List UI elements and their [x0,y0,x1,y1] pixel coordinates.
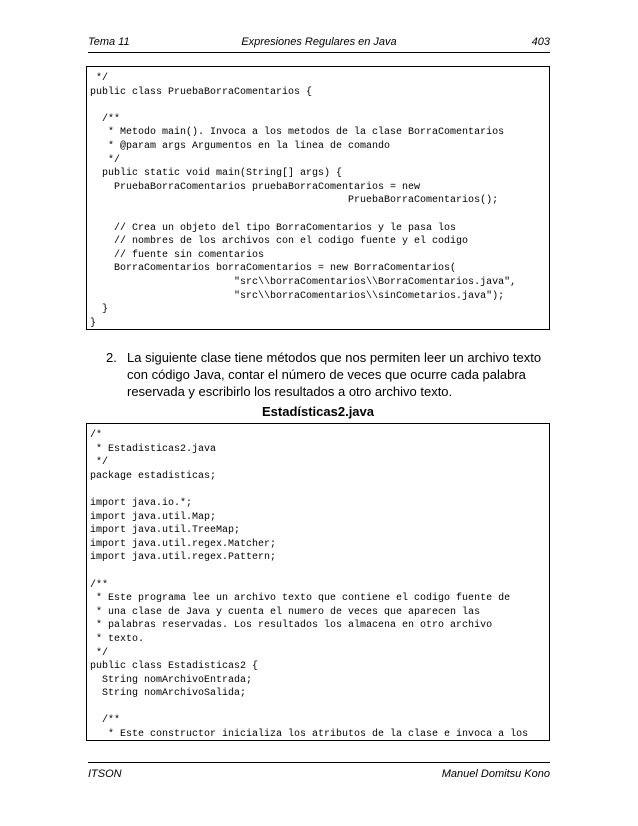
code-line: * Este constructor inicializa los atributos de la clase e invoca a los [90,729,529,741]
code-line: // fuente sin comentarios [90,249,265,261]
code-line: public class PruebaBorraComentarios { [90,86,313,98]
code-line: String nomArchivoEntrada; [90,674,253,686]
header-page-number: 403 [531,36,550,48]
code-line: /* [90,430,103,441]
code-line [90,701,549,715]
page-header [88,36,550,50]
code-line: */ [90,647,109,659]
code-line: } [90,317,97,329]
code-line: import java.util.Map; [90,511,217,523]
code-line: String nomArchivoSalida; [90,688,247,700]
code-line: /** [90,113,121,125]
code-line: "src\\borraComentarios\\sinCometarios.java"); [90,290,505,302]
header-divider [88,52,550,53]
footer-divider [88,762,550,763]
code-line: * @param args Argumentos en la linea de comando [90,140,391,152]
header-chapter: Tema 11 [88,36,130,48]
code-line: public static void main(String[] args) { [90,168,343,180]
code-line [90,483,549,497]
code-line: public class Estadisticas2 { [90,661,259,673]
code-listing [87,424,549,742]
code-line: import java.util.TreeMap; [90,525,241,537]
code-line: package estadisticas; [90,470,217,482]
code-line: /** [90,715,121,727]
code-line: * palabras reservadas. Los resultados los almacena en otro archivo [90,620,493,632]
code-block-estadisticas2 [86,423,550,741]
list-item-text: La siguiente clase tiene métodos que nos permiten leer un archivo texto con código Java, contar el número de veces que ocurre cada palabra reservada y escribirlo los resultados a otro archivo texto. [127,350,542,399]
code-line: BorraComentarios borraComentarios = new BorraComentarios( [90,263,457,275]
header-title: Expresiones Regulares en Java [241,36,397,48]
code-line: * una clase de Java y cuenta el numero de veces que aparecen las [90,606,481,618]
code-line: PruebaBorraComentarios(); [90,195,499,207]
code-line [90,565,549,579]
code-line: * Estadisticas2.java [90,443,217,455]
code-line: import java.io.*; [90,497,193,509]
code-line: "src\\borraComentarios\\BorraComentarios.java", [90,276,517,288]
code-line [90,208,549,222]
footer-institution: ITSON [88,768,122,780]
code-line: * texto. [90,633,145,645]
code-block-prueba-borra-comentarios [86,66,550,330]
code-line: */ [90,457,109,469]
code-line: PruebaBorraComentarios pruebaBorraComentarios = new [90,181,421,193]
code-line [90,99,549,113]
code-line: /** [90,579,109,591]
list-item-number: 2. [106,350,117,365]
code-line: // nombres de los archivos con el codigo fuente y el codigo [90,236,469,248]
code-line: import java.util.regex.Matcher; [90,538,277,550]
code-line: import java.util.regex.Pattern; [90,552,277,564]
code-line: // Crea un objeto del tipo BorraComentarios y le pasa los [90,222,457,234]
code-line: * Este programa lee un archivo texto que contiene el codigo fuente de [90,593,511,605]
code-line: */ [90,154,121,166]
code-line: */ [90,73,109,84]
page-footer [88,768,550,782]
section-title: Estadísticas2.java [261,404,375,419]
footer-author: Manuel Domitsu Kono [441,768,550,780]
code-line: * Metodo main(). Invoca a los metodos de la clase BorraComentarios [90,127,505,139]
code-line: } [90,304,109,316]
code-listing [87,67,549,330]
